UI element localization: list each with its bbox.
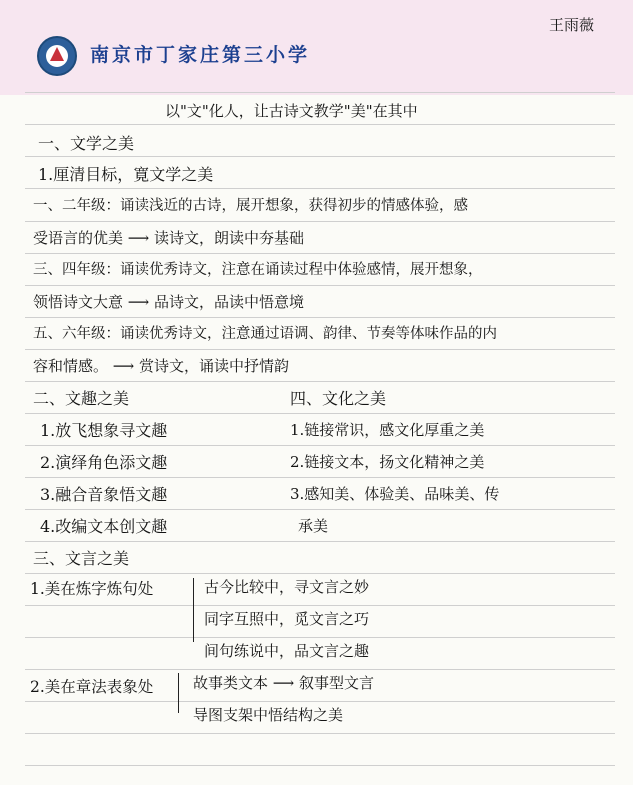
grade-1-2-line-1: 一、二年级：诵读浅近的古诗，展开想象，获得初步的情感体验，感 [33,198,468,214]
grade-5-6-line-2: 容和情感。 ⟶ 赏诗文，诵读中抒情韵 [33,357,290,375]
brace-point-1 [193,578,194,642]
point-1-sub-2: 同字互照中，觅文言之巧 [204,610,370,628]
point-1-sub-1: 古今比较中，寻文言之妙 [204,578,370,596]
section-2-heading: 二、文趣之美 [33,389,130,408]
section-1-heading: 一、文学之美 [38,134,135,153]
grade-3-4-line-2: 领悟诗文大意 ⟶ 品诗文，品读中悟意境 [33,293,305,311]
point-1-sub-3: 间句练说中，品文言之趣 [204,642,370,660]
section-4-item-3-continued: 承美 [298,517,329,535]
section-4-item-2: 2.链接文本，扬文化精神之美 [290,453,485,471]
section-2-item-2: 2.演绎角色添文趣 [40,453,168,472]
section-4-item-1: 1.链接常识，感文化厚重之美 [290,421,485,439]
point-2-sub-1: 故事类文本 ⟶ 叙事型文言 [193,674,375,692]
section-4-item-3: 3.感知美、体验美、品味美、传 [290,485,500,503]
section-2-item-3: 3.融合音象悟文趣 [40,485,168,504]
school-logo [37,36,77,76]
section-1-goal: 1.厘清目标，寛文学之美 [38,165,214,184]
section-3-heading: 三、文言之美 [33,549,130,568]
section-3-point-1: 1.美在炼字炼句处 [30,580,154,598]
school-name: 南京市丁家庄第三小学 [90,44,311,66]
section-2-item-1: 1.放飞想象寻文趣 [40,421,168,440]
point-2-sub-2: 导图支架中悟结构之美 [193,706,344,724]
brace-point-2 [178,673,179,713]
section-2-item-4: 4.改编文本创文趣 [40,517,168,536]
section-4-heading: 四、文化之美 [290,389,387,408]
section-3-point-2: 2.美在章法表象处 [30,678,154,696]
grade-5-6-line-1: 五、六年级：诵读优秀诗文，注意通过语调、韵律、节奏等体味作品的内 [33,326,497,342]
page-title: 以"文"化人，让古诗文教学"美"在其中 [165,102,418,120]
grade-1-2-line-2: 受语言的优美 ⟶ 读诗文，朗读中夯基础 [33,229,305,247]
grade-3-4-line-1: 三、四年级：诵读优秀诗文，注意在诵读过程中体验感情，展开想象， [33,262,483,278]
author-name: 王雨薇 [549,16,595,34]
